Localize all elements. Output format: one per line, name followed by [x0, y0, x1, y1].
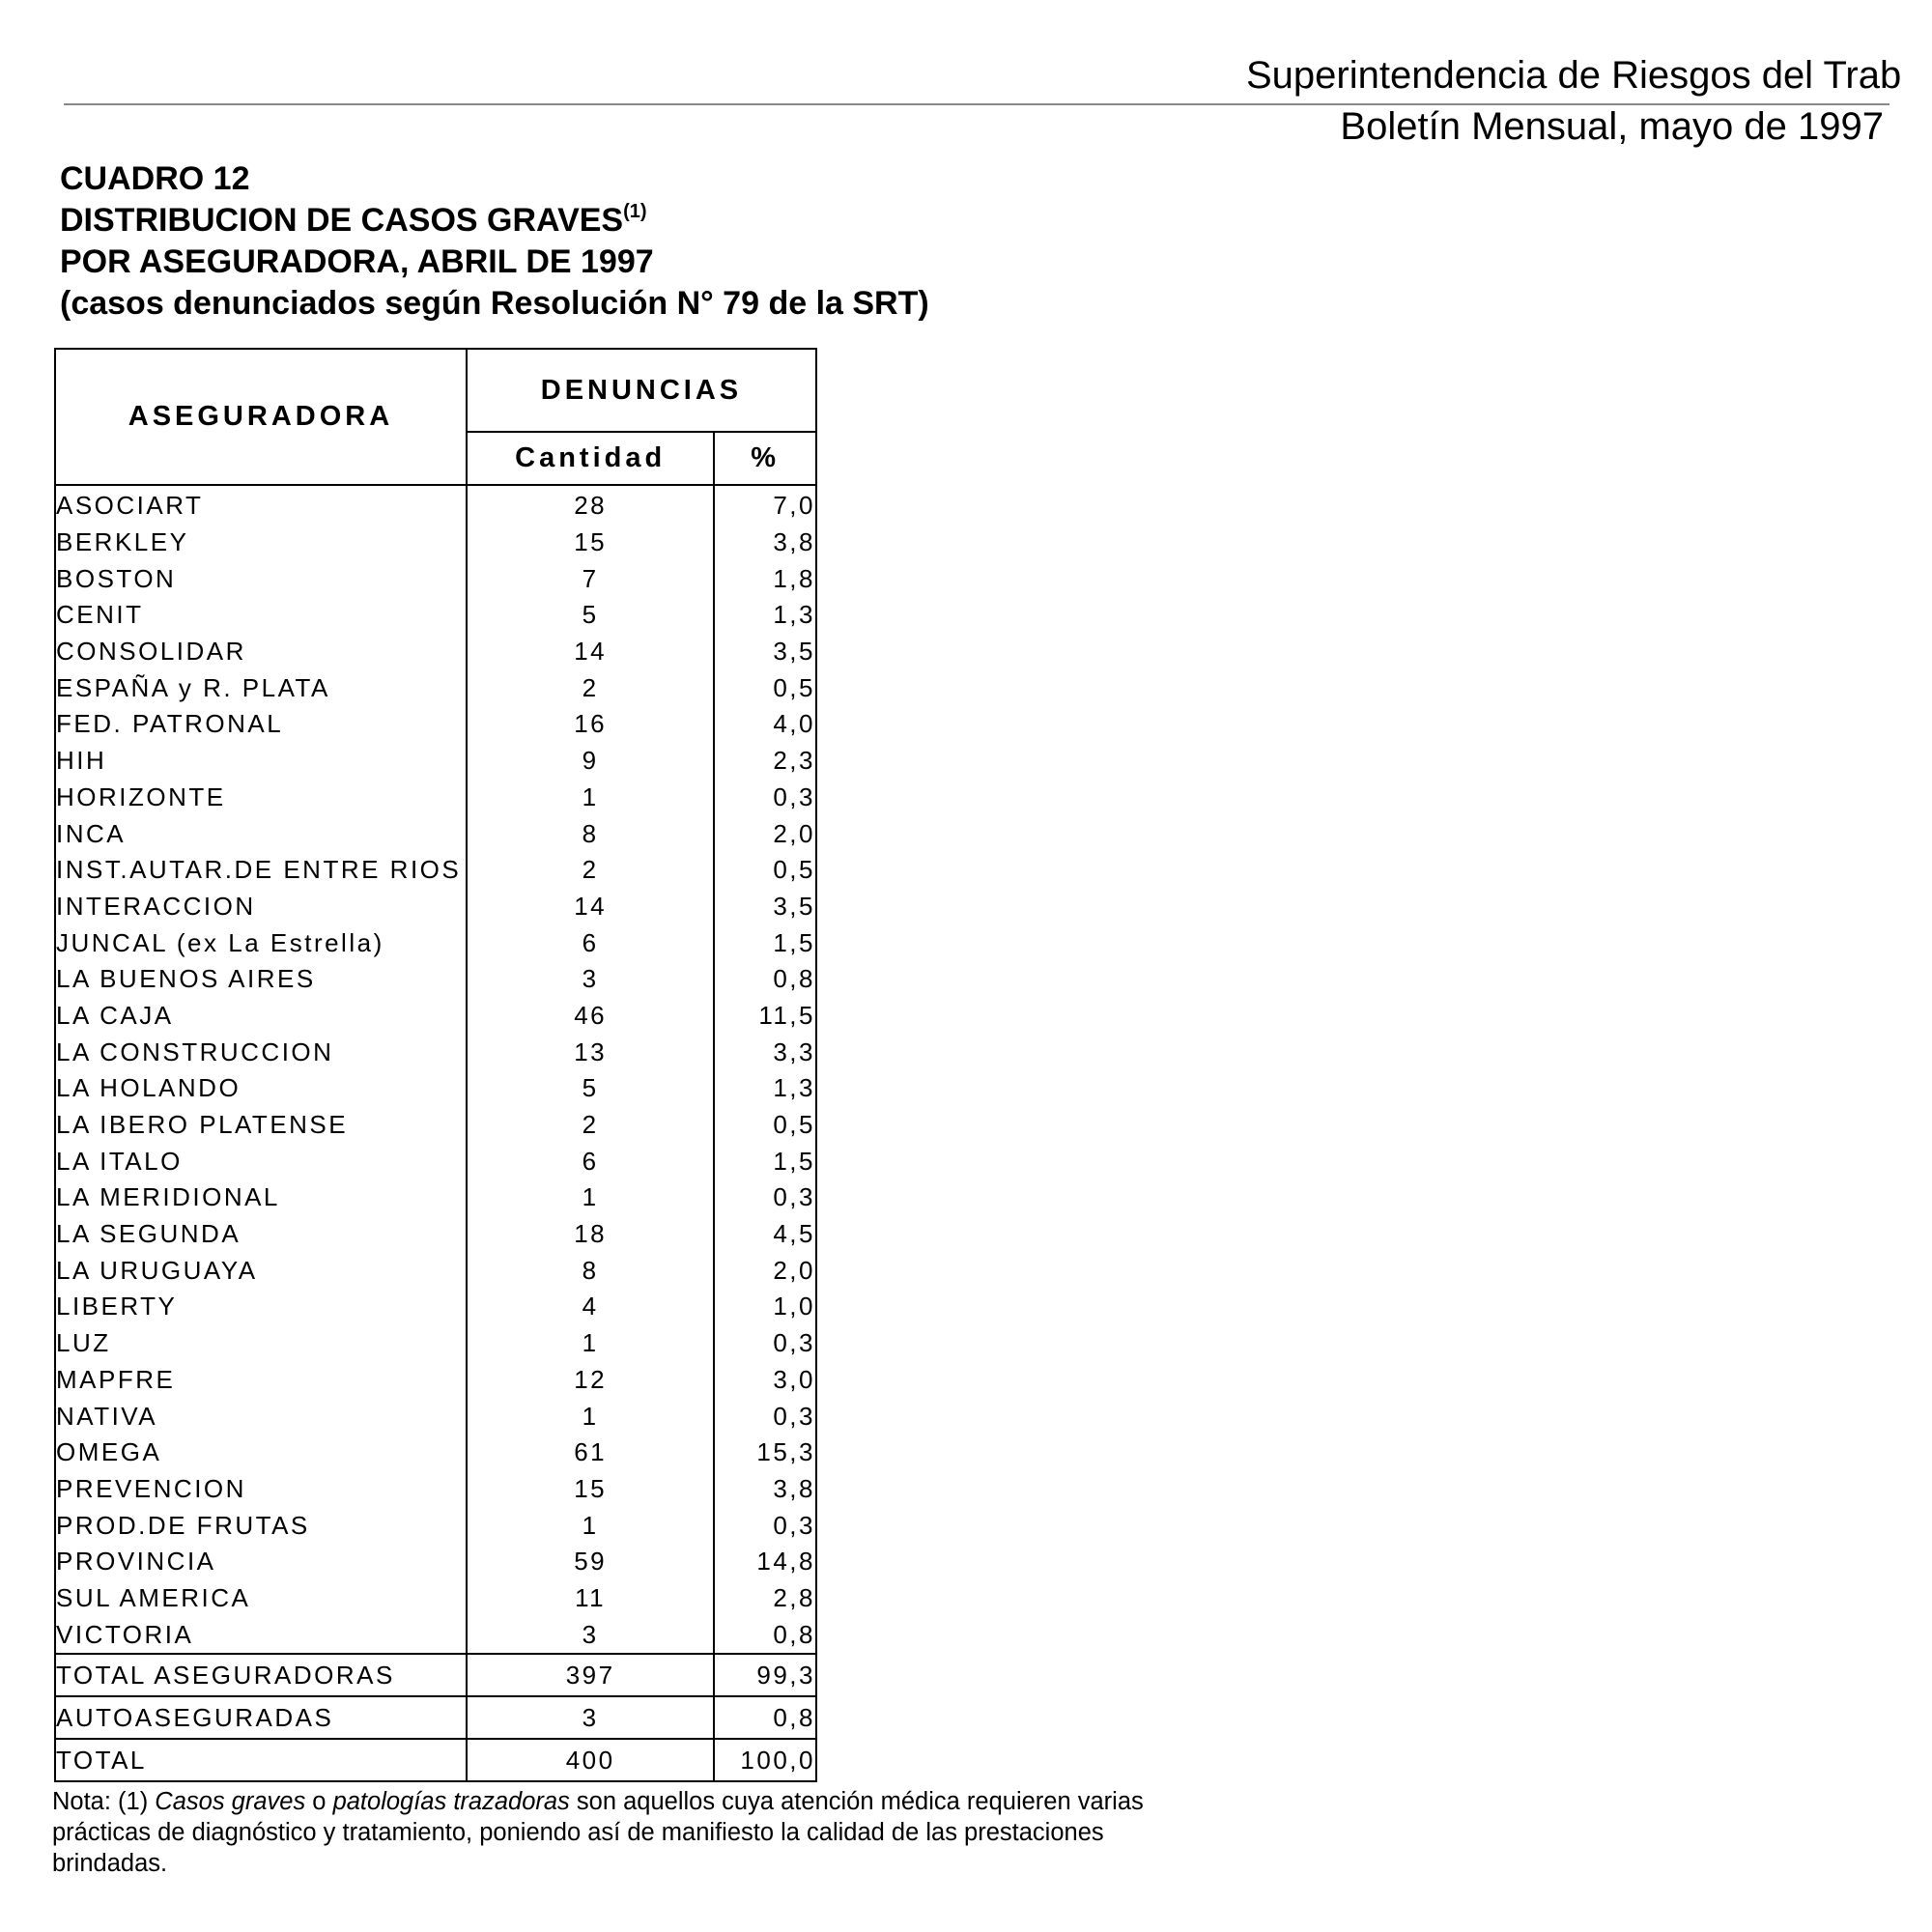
cantidad-cell: 28 [467, 485, 714, 525]
pct-cell: 3,0 [714, 1362, 816, 1399]
aseguradora-cell: LA MERIDIONAL [55, 1179, 467, 1216]
aseguradora-cell: LA ITALO [55, 1143, 467, 1179]
table-row [55, 961, 816, 998]
cantidad-cell: 3 [467, 1696, 714, 1739]
table-row [55, 1107, 816, 1144]
footnote-term-patologias: patologías trazadoras [332, 1788, 570, 1815]
cantidad-cell: 3 [467, 1616, 714, 1654]
cantidad-cell: 1 [467, 1179, 714, 1216]
aseguradora-cell: ESPAÑA y R. PLATA [55, 669, 467, 706]
cantidad-cell: 9 [467, 743, 714, 780]
cantidad-cell: 2 [467, 852, 714, 889]
aseguradora-cell: HORIZONTE [55, 780, 467, 816]
table-row [55, 889, 816, 925]
title-line-4: (casos denunciados según Resolución N° 79 de la SRT) [60, 285, 929, 322]
table-totals [55, 1654, 816, 1781]
header-denuncias: DENUNCIAS [467, 349, 816, 432]
pct-cell: 0,8 [714, 961, 816, 998]
table-row [55, 1289, 816, 1325]
cantidad-cell: 2 [467, 669, 714, 706]
footnote-text: son aquellos cuya atención médica requieren varias prácticas de diagnóstico y tratamiento, poniendo así de manifiesto la calidad de las prestaciones brindadas. [52, 1788, 1144, 1877]
table-row [55, 1070, 816, 1107]
cantidad-cell: 1 [467, 1507, 714, 1544]
cantidad-cell: 59 [467, 1544, 714, 1580]
footnote [52, 1786, 1211, 1879]
aseguradora-cell: LA CONSTRUCCION [55, 1034, 467, 1070]
table-row [55, 1034, 816, 1070]
header-cantidad: Cantidad [467, 432, 714, 485]
table-row [55, 1143, 816, 1179]
aseguradora-cell: ASOCIART [55, 485, 467, 525]
cantidad-cell: 46 [467, 998, 714, 1035]
pct-cell: 1,5 [714, 1143, 816, 1179]
header-organization: Superintendencia de Riesgos del Trab [1246, 54, 1902, 97]
total-row [55, 1654, 816, 1696]
title-line-1: CUADRO 12 [60, 160, 250, 197]
cantidad-cell: 14 [467, 889, 714, 925]
pct-cell: 2,3 [714, 743, 816, 780]
table-row [55, 597, 816, 634]
table-row [55, 815, 816, 852]
aseguradora-cell: OMEGA [55, 1435, 467, 1471]
aseguradora-cell: PROD.DE FRUTAS [55, 1507, 467, 1544]
aseguradora-cell: JUNCAL (ex La Estrella) [55, 924, 467, 961]
table-row [55, 1362, 816, 1399]
footnote-connector: o [305, 1788, 333, 1815]
table-row [55, 924, 816, 961]
title-line-2-text: DISTRIBUCION DE CASOS GRAVES [60, 202, 624, 239]
cantidad-cell: 1 [467, 780, 714, 816]
pct-cell: 1,8 [714, 560, 816, 597]
aseguradora-cell: VICTORIA [55, 1616, 467, 1654]
header-pct: % [714, 432, 816, 485]
aseguradora-cell: BERKLEY [55, 525, 467, 561]
pct-cell: 3,8 [714, 525, 816, 561]
cantidad-cell: 14 [467, 634, 714, 670]
aseguradora-cell: BOSTON [55, 560, 467, 597]
cantidad-cell: 397 [467, 1654, 714, 1696]
header-bulletin: Boletín Mensual, mayo de 1997 [1340, 105, 1884, 148]
table-row [55, 525, 816, 561]
cantidad-cell: 1 [467, 1398, 714, 1435]
aseguradora-cell: CENIT [55, 597, 467, 634]
table-row [55, 852, 816, 889]
aseguradora-cell: INCA [55, 815, 467, 852]
cantidad-cell: 4 [467, 1289, 714, 1325]
cantidad-cell: 1 [467, 1325, 714, 1362]
table-row [55, 485, 816, 525]
pct-cell: 4,5 [714, 1216, 816, 1253]
table-row [55, 1507, 816, 1544]
pct-cell: 0,8 [714, 1696, 816, 1739]
pct-cell: 0,3 [714, 1325, 816, 1362]
pct-cell: 2,0 [714, 1252, 816, 1289]
table-row [55, 1252, 816, 1289]
cantidad-cell: 12 [467, 1362, 714, 1399]
cantidad-cell: 13 [467, 1034, 714, 1070]
pct-cell: 1,3 [714, 597, 816, 634]
pct-cell: 0,3 [714, 780, 816, 816]
pct-cell: 0,5 [714, 852, 816, 889]
pct-cell: 3,5 [714, 634, 816, 670]
pct-cell: 3,3 [714, 1034, 816, 1070]
aseguradora-cell: PROVINCIA [55, 1544, 467, 1580]
aseguradora-cell: LA URUGUAYA [55, 1252, 467, 1289]
table-row [55, 1398, 816, 1435]
pct-cell: 1,0 [714, 1289, 816, 1325]
aseguradora-cell: LA CAJA [55, 998, 467, 1035]
data-table [54, 348, 817, 1782]
aseguradora-cell: SUL AMERICA [55, 1580, 467, 1617]
cantidad-cell: 3 [467, 961, 714, 998]
cantidad-cell: 400 [467, 1739, 714, 1781]
table-row [55, 998, 816, 1035]
pct-cell: 14,8 [714, 1544, 816, 1580]
aseguradora-cell: HIH [55, 743, 467, 780]
table-row [55, 560, 816, 597]
footnote-marker: (1) [623, 201, 647, 222]
table-row [55, 1544, 816, 1580]
aseguradora-cell: LA BUENOS AIRES [55, 961, 467, 998]
table-row [55, 1580, 816, 1617]
cantidad-cell: 8 [467, 1252, 714, 1289]
footnote-prefix: Nota: (1) [52, 1788, 156, 1815]
cantidad-cell: 16 [467, 706, 714, 743]
cantidad-cell: 61 [467, 1435, 714, 1471]
pct-cell: 4,0 [714, 706, 816, 743]
cantidad-cell: 15 [467, 1471, 714, 1508]
cantidad-cell: 2 [467, 1107, 714, 1144]
pct-cell: 1,5 [714, 924, 816, 961]
aseguradora-cell: LA HOLANDO [55, 1070, 467, 1107]
aseguradora-cell: LA IBERO PLATENSE [55, 1107, 467, 1144]
cantidad-cell: 11 [467, 1580, 714, 1617]
total-row [55, 1739, 816, 1781]
table-row [55, 1179, 816, 1216]
pct-cell: 0,5 [714, 1107, 816, 1144]
pct-cell: 100,0 [714, 1739, 816, 1781]
cantidad-cell: 5 [467, 1070, 714, 1107]
aseguradora-cell: INTERACCION [55, 889, 467, 925]
table-row [55, 669, 816, 706]
table-row [55, 706, 816, 743]
aseguradora-cell: CONSOLIDAR [55, 634, 467, 670]
pct-cell: 0,8 [714, 1616, 816, 1654]
pct-cell: 3,8 [714, 1471, 816, 1508]
aseguradora-cell: TOTAL [55, 1739, 467, 1781]
aseguradora-cell: LIBERTY [55, 1289, 467, 1325]
table-row [55, 1435, 816, 1471]
table-row [55, 1471, 816, 1508]
cantidad-cell: 18 [467, 1216, 714, 1253]
cantidad-cell: 5 [467, 597, 714, 634]
pct-cell: 7,0 [714, 485, 816, 525]
aseguradora-cell: TOTAL ASEGURADORAS [55, 1654, 467, 1696]
table-row [55, 634, 816, 670]
table-row [55, 743, 816, 780]
pct-cell: 99,3 [714, 1654, 816, 1696]
table-row [55, 1325, 816, 1362]
aseguradora-cell: PREVENCION [55, 1471, 467, 1508]
pct-cell: 2,0 [714, 815, 816, 852]
pct-cell: 0,3 [714, 1179, 816, 1216]
table-row [55, 1216, 816, 1253]
pct-cell: 0,3 [714, 1507, 816, 1544]
footnote-term-casos-graves: Casos graves [155, 1788, 306, 1815]
aseguradora-cell: LA SEGUNDA [55, 1216, 467, 1253]
aseguradora-cell: MAPFRE [55, 1362, 467, 1399]
title-line-3: POR ASEGURADORA, ABRIL DE 1997 [60, 243, 654, 280]
title-line-2 [60, 200, 929, 242]
pct-cell: 15,3 [714, 1435, 816, 1471]
aseguradora-cell: INST.AUTAR.DE ENTRE RIOS [55, 852, 467, 889]
aseguradora-cell: FED. PATRONAL [55, 706, 467, 743]
aseguradora-cell: NATIVA [55, 1398, 467, 1435]
cantidad-cell: 6 [467, 924, 714, 961]
total-row [55, 1696, 816, 1739]
cantidad-cell: 15 [467, 525, 714, 561]
table-title [60, 158, 929, 325]
pct-cell: 0,3 [714, 1398, 816, 1435]
aseguradora-cell: AUTOASEGURADAS [55, 1696, 467, 1739]
pct-cell: 0,5 [714, 669, 816, 706]
table-row [55, 780, 816, 816]
header-aseguradora: ASEGURADORA [55, 349, 467, 485]
pct-cell: 1,3 [714, 1070, 816, 1107]
pct-cell: 2,8 [714, 1580, 816, 1617]
cantidad-cell: 7 [467, 560, 714, 597]
table-row [55, 1616, 816, 1654]
cantidad-cell: 8 [467, 815, 714, 852]
pct-cell: 11,5 [714, 998, 816, 1035]
cantidad-cell: 6 [467, 1143, 714, 1179]
aseguradora-cell: LUZ [55, 1325, 467, 1362]
table-body [55, 485, 816, 1654]
pct-cell: 3,5 [714, 889, 816, 925]
